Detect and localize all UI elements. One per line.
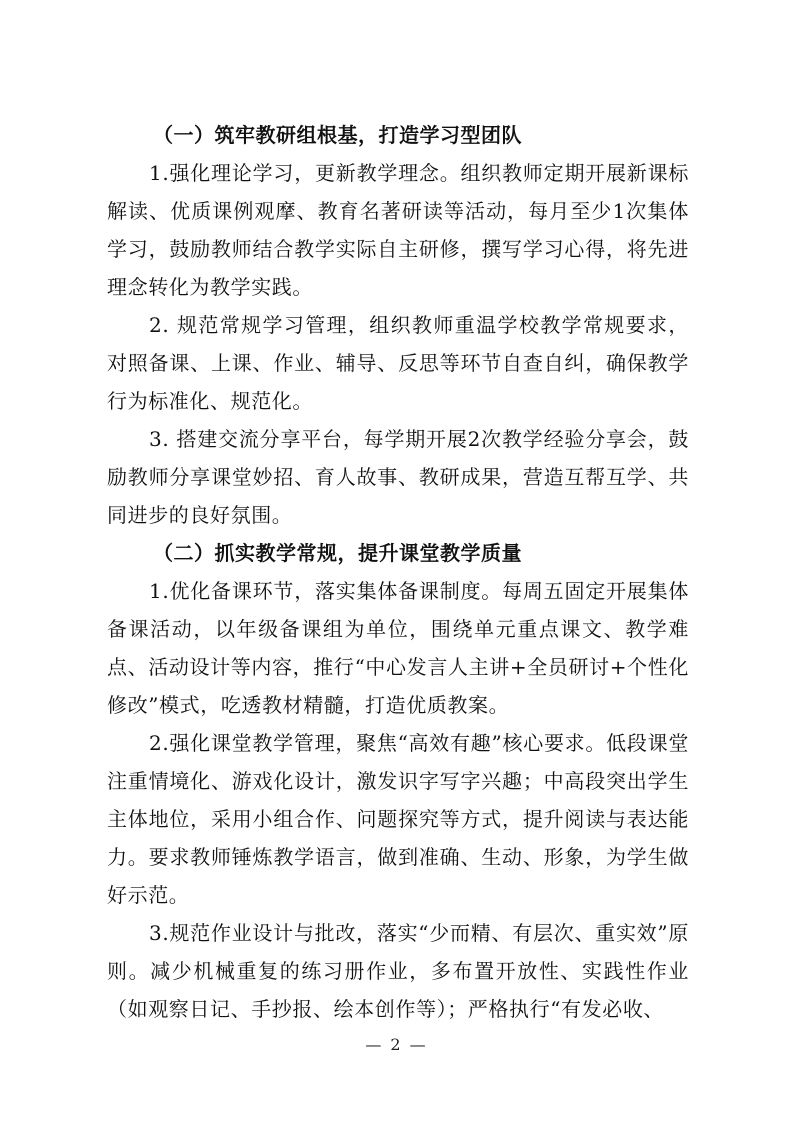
paragraph-1-2: 2. 规范常规学习管理，组织教师重温学校教学常规要求，对照备课、上课、作业、辅导、反思等环节自查自纠，确保教学行为标准化、规范化。 — [107, 313, 689, 413]
paragraph-2-1: 1.优化备课环节，落实集体备课制度。每周五固定开展集体备课活动，以年级备课组为单位，围绕单元重点课文、教学难点、活动设计等内容，推行“中心发言人主讲+全员研讨+个性化修改”模式，吃透教材精髓，打造优质教案。 — [107, 579, 689, 717]
paragraph-2-2: 2.强化课堂教学管理，聚焦“高效有趣”核心要求。低段课堂注重情境化、游戏化设计，激发识字写字兴趣；中高段突出学生主体地位，采用小组合作、问题探究等方式，提升阅读与表达能力。要求教师锤炼教学语言，做到准确、生动、形象，为学生做好示范。 — [107, 731, 689, 907]
page-number: — 2 — — [365, 1035, 428, 1054]
section-heading-1: （一）筑牢教研组根基，打造学习型团队 — [153, 123, 522, 147]
paragraph-1-1: 1.强化理论学习，更新教学理念。组织教师定期开展新课标解读、优质课例观摩、教育名著研读等活动，每月至少1次集体学习，鼓励教师结合教学实际自主研修，撰写学习心得，将先进理念转化为教学实践。 — [107, 161, 689, 299]
paragraph-1-3: 3. 搭建交流分享平台，每学期开展2次教学经验分享会，鼓励教师分享课堂妙招、育人故事、教研成果，营造互帮互学、共同进步的良好氛围。 — [107, 427, 689, 527]
paragraph-2-3: 3.规范作业设计与批改，落实“少而精、有层次、重实效”原则。减少机械重复的练习册作业，多布置开放性、实践性作业（如观察日记、手抄报、绘本创作等）；严格执行“有发必收、 — [107, 921, 689, 1021]
section-heading-2: （二）抓实教学常规，提升课堂教学质量 — [153, 541, 522, 565]
document-body — [107, 116, 689, 1028]
